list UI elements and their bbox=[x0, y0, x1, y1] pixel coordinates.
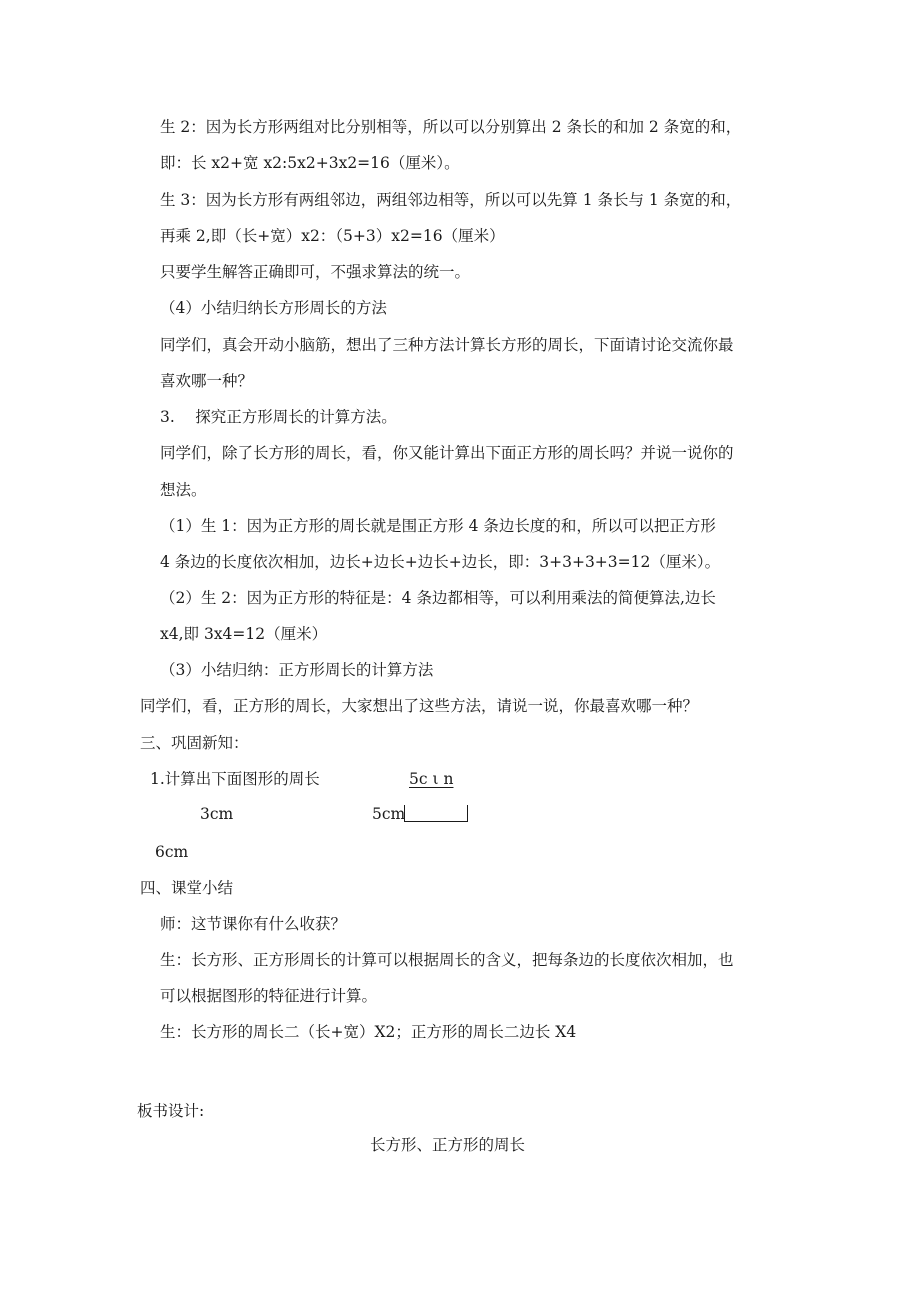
summary4-heading: （4）小结归纳长方形周长的方法 bbox=[160, 299, 387, 317]
section4-heading: 四、课堂小结 bbox=[140, 879, 234, 897]
figure-label-6cm: 6cm bbox=[155, 843, 189, 861]
square-intro-line-1: 同学们，除了长方形的周长，看，你又能计算出下面正方形的周长吗？并说一说你的 bbox=[160, 444, 734, 462]
favorite-method-line: 同学们，看，正方形的周长，大家想出了这些方法，请说一说，你最喜欢哪一种？ bbox=[140, 697, 699, 715]
student-formula-line: 生：长方形的周长二（长+宽）X2；正方形的周长二边长 X4 bbox=[160, 1023, 577, 1041]
student2-line-2: 即：长 x2+宽 x2:5x2+3x2=16（厘米）。 bbox=[160, 154, 460, 172]
square-intro-line-2: 想法。 bbox=[160, 481, 207, 499]
board-design-label: 板书设计: bbox=[137, 1102, 205, 1120]
student-answer-line-1: 生：长方形、正方形周长的计算可以根据周长的含义，把每条边的长度依次相加，也 bbox=[160, 951, 734, 969]
step3-heading: 3. 探究正方形周长的计算方法。 bbox=[160, 408, 397, 426]
section3-heading: 三、巩固新知： bbox=[140, 734, 249, 752]
student3-line-2: 再乘 2,即（长+宽）x2：（5+3）x2=16（厘米） bbox=[160, 227, 505, 245]
discuss-line-1: 同学们，真会开动小脑筋，想出了三种方法计算长方形的周长，下面请讨论交流你最 bbox=[160, 336, 734, 354]
square-method2-line-2: x4,即 3x4=12（厘米） bbox=[160, 625, 328, 643]
board-title: 长方形、正方形的周长 bbox=[370, 1136, 526, 1154]
student2-line-1: 生 2：因为长方形两组对比分别相等，所以可以分别算出 2 条长的和加 2 条宽的和， bbox=[160, 118, 742, 136]
figure-label-5cm: 5cm bbox=[372, 805, 406, 823]
discuss-line-2: 喜欢哪一种？ bbox=[160, 372, 254, 390]
student3-line-1: 生 3：因为长方形有两组邻边，两组邻边相等，所以可以先算 1 条长与 1 条宽的和， bbox=[160, 191, 742, 209]
square-method1-line-1: （1）生 1：因为正方形的周长就是围正方形 4 条边长度的和，所以可以把正方形 bbox=[160, 517, 716, 535]
rectangle-figure-sketch bbox=[404, 805, 468, 822]
teacher-question: 师：这节课你有什么收获？ bbox=[160, 915, 347, 933]
figure-top-label: 5c ι n bbox=[409, 770, 454, 788]
figure-label-3cm: 3cm bbox=[200, 805, 234, 823]
square-summary-heading: （3）小结归纳：正方形周长的计算方法 bbox=[160, 661, 434, 679]
exercise1-heading: 1.计算出下面图形的周长 bbox=[150, 770, 320, 788]
note-line: 只要学生解答正确即可，不强求算法的统一。 bbox=[160, 263, 471, 281]
square-method2-line-1: （2）生 2：因为正方形的特征是：4 条边都相等，可以利用乘法的简便算法,边长 bbox=[160, 589, 716, 607]
student-answer-line-2: 可以根据图形的特征进行计算。 bbox=[160, 987, 378, 1005]
square-method1-line-2: 4 条边的长度依次相加，边长+边长+边长+边长，即：3+3+3+3=12（厘米）。 bbox=[160, 553, 721, 571]
